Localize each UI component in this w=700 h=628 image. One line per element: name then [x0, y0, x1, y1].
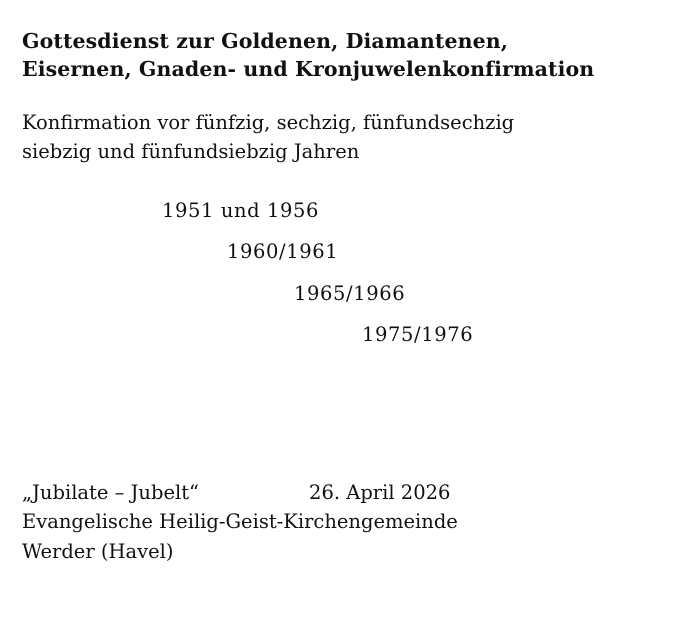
year-entry: 1965/1966: [294, 281, 406, 305]
year-entry: 1960/1961: [227, 240, 339, 264]
parish-line-1: Evangelische Heilig-Geist-Kirchengemeinde: [22, 510, 458, 534]
page-subtitle: [22, 109, 678, 166]
anniversary-years-list: [22, 200, 678, 346]
motto-date-row: [22, 478, 678, 507]
subtitle-line-1: Konfirmation vor fünfzig, sechzig, fünfundsechzig: [22, 111, 515, 135]
title-line-1: Gottesdienst zur Goldenen, Diamantenen,: [22, 29, 508, 53]
parish-name: [22, 507, 678, 566]
year-entry: 1975/1976: [362, 323, 474, 347]
footer-block: [22, 478, 678, 566]
parish-line-2: Werder (Havel): [22, 539, 174, 563]
title-line-2: Eisernen, Gnaden- und Kronjuwelenkonfirmation: [22, 56, 595, 81]
service-motto: „Jubilate – Jubelt“: [22, 481, 200, 504]
year-entry: 1951 und 1956: [162, 198, 320, 222]
page-title: [22, 28, 678, 83]
subtitle-line-2: siebzig und fünfundsiebzig Jahren: [22, 139, 360, 163]
service-date: 26. April 2026: [309, 481, 451, 504]
